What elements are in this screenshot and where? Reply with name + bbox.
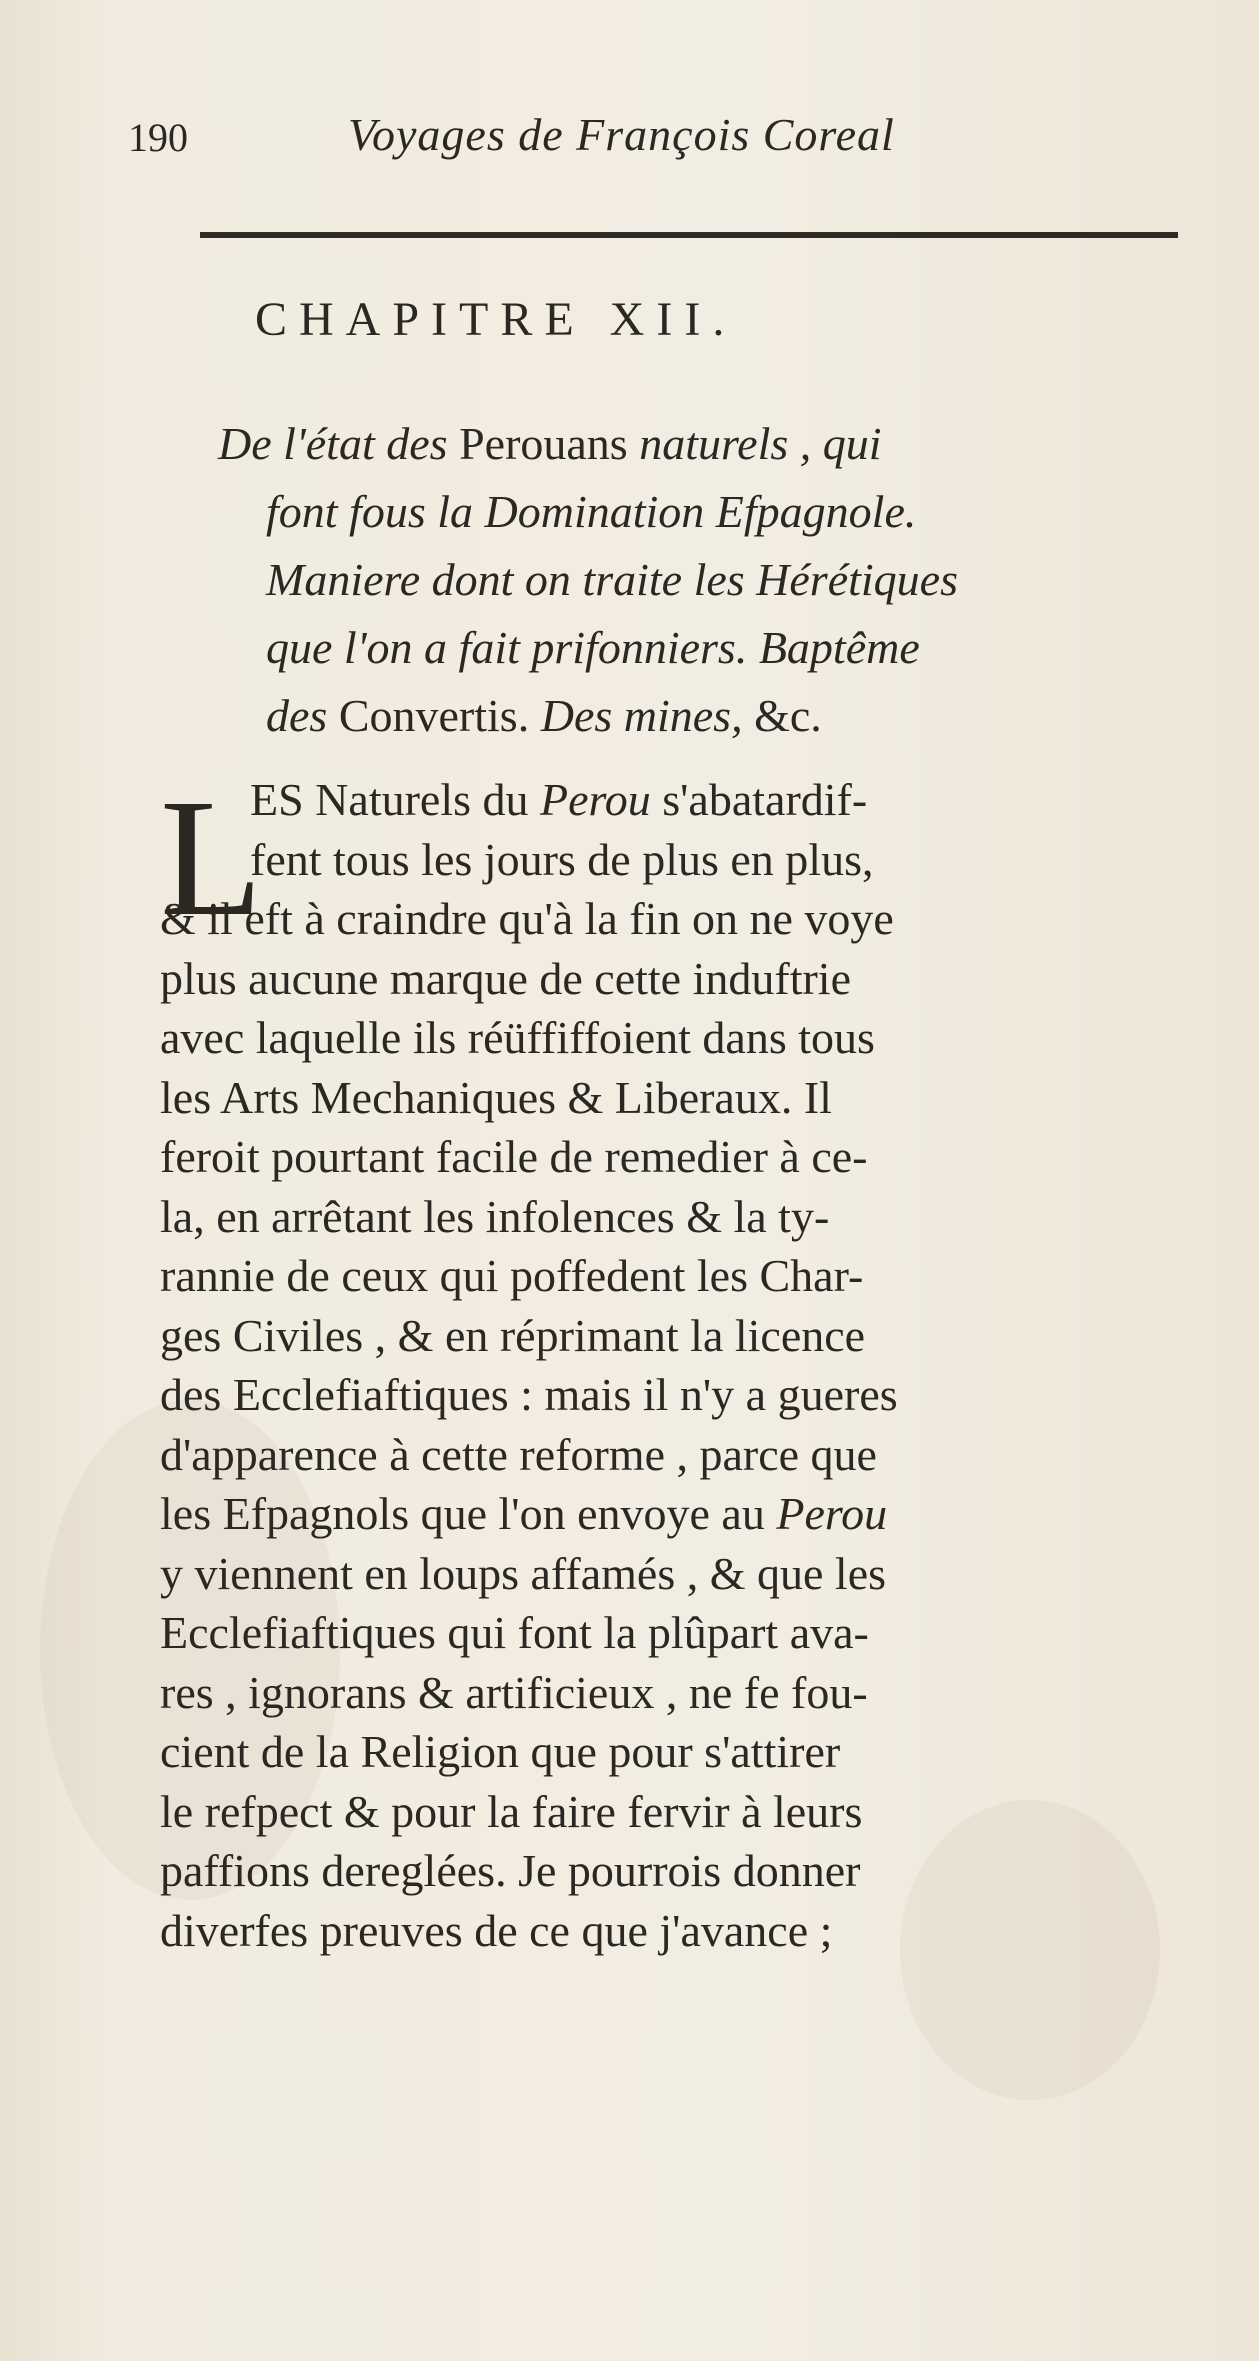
text-segment: les Arts Mechaniques & Liberaux. Il — [160, 1071, 832, 1123]
text-line — [218, 410, 1218, 478]
text-line — [160, 1425, 1180, 1485]
text-segment: Ecclefiaftiques qui font la plûpart ava- — [160, 1607, 869, 1658]
chapter-title: CHAPITRE XII. — [255, 293, 737, 346]
text-segment: rannie de ceux qui poffedent les Char- — [160, 1250, 864, 1301]
page-number: 190 — [128, 115, 188, 160]
text-line — [160, 1722, 1180, 1782]
text-line — [160, 1246, 1180, 1306]
text-segment: que l'on a fait prifonniers. Baptême — [266, 622, 920, 673]
text-segment: &c. — [742, 690, 822, 741]
text-segment: paffions dereglées. Je pourrois donner — [160, 1845, 861, 1896]
text-line — [160, 830, 1180, 890]
chapter-summary — [218, 410, 1218, 750]
text-segment: diverfes preuves de ce que j'avance ; — [160, 1904, 833, 1956]
text-line — [160, 1365, 1180, 1425]
text-segment: De l'état des — [218, 418, 460, 469]
text-segment: Perou — [540, 774, 651, 825]
header-rule — [200, 232, 1178, 238]
text-segment: fent tous les jours de plus en plus, — [250, 833, 874, 885]
text-segment: des Ecclefiaftiques : mais il n'y a gueres — [160, 1369, 898, 1420]
text-segment: Perou — [776, 1488, 888, 1539]
text-line — [218, 546, 1218, 614]
text-segment: feroit pourtant facile de remedier à ce- — [160, 1131, 868, 1182]
text-line — [160, 1187, 1180, 1247]
text-segment: la, en arrêtant les infolences & la ty- — [160, 1190, 830, 1242]
text-segment: le refpect & pour la faire fervir à leurs — [160, 1785, 863, 1837]
text-segment: s'abatardif- — [650, 774, 868, 825]
running-head: Voyages de François Coreal — [348, 109, 895, 160]
text-segment: font fous la Domination Efpagnole. — [266, 486, 917, 537]
text-segment: Maniere dont on traite les Hérétiques — [266, 554, 958, 605]
text-line — [160, 1544, 1180, 1604]
text-line — [160, 1127, 1180, 1187]
text-line — [160, 1901, 1180, 1961]
text-line — [218, 614, 1218, 682]
text-line — [160, 1841, 1180, 1901]
body-text — [160, 765, 1180, 1960]
text-line — [160, 1484, 1180, 1544]
text-segment: Convertis. — [338, 690, 541, 741]
text-line — [160, 1008, 1180, 1068]
text-line — [160, 889, 1180, 949]
text-segment: ges Civiles , & en réprimant la licence — [160, 1309, 866, 1361]
text-line — [160, 1782, 1180, 1842]
drop-cap: L — [160, 765, 263, 951]
text-segment: les Efpagnols que l'on envoye au — [160, 1488, 777, 1539]
text-line — [160, 1306, 1180, 1366]
text-segment: naturels , qui — [639, 418, 882, 469]
text-line — [218, 478, 1218, 546]
text-segment: Des mines, — [540, 690, 743, 741]
page-header — [128, 108, 1178, 168]
text-segment: avec laquelle ils réüffiffoient dans tous — [160, 1012, 875, 1063]
text-segment: d'apparence à cette reforme , parce que — [160, 1428, 877, 1480]
text-segment: des — [266, 690, 339, 741]
text-segment: ES Naturels du — [250, 774, 541, 825]
text-segment: Perouans — [459, 418, 640, 469]
text-segment: y viennent en loups affamés , & que les — [160, 1547, 887, 1599]
text-segment: plus aucune marque de cette induftrie — [160, 952, 851, 1004]
text-line — [160, 1663, 1180, 1723]
text-line — [160, 770, 1180, 830]
text-line — [160, 1068, 1180, 1128]
text-segment: cient de la Religion que pour s'attirer — [160, 1726, 841, 1777]
text-line — [160, 1603, 1180, 1663]
text-line — [218, 682, 1218, 750]
text-segment: res , ignorans & artificieux , ne fe fou- — [160, 1666, 868, 1718]
text-segment: & il eft à craindre qu'à la fin on ne voye — [160, 893, 894, 944]
text-line — [160, 949, 1180, 1009]
